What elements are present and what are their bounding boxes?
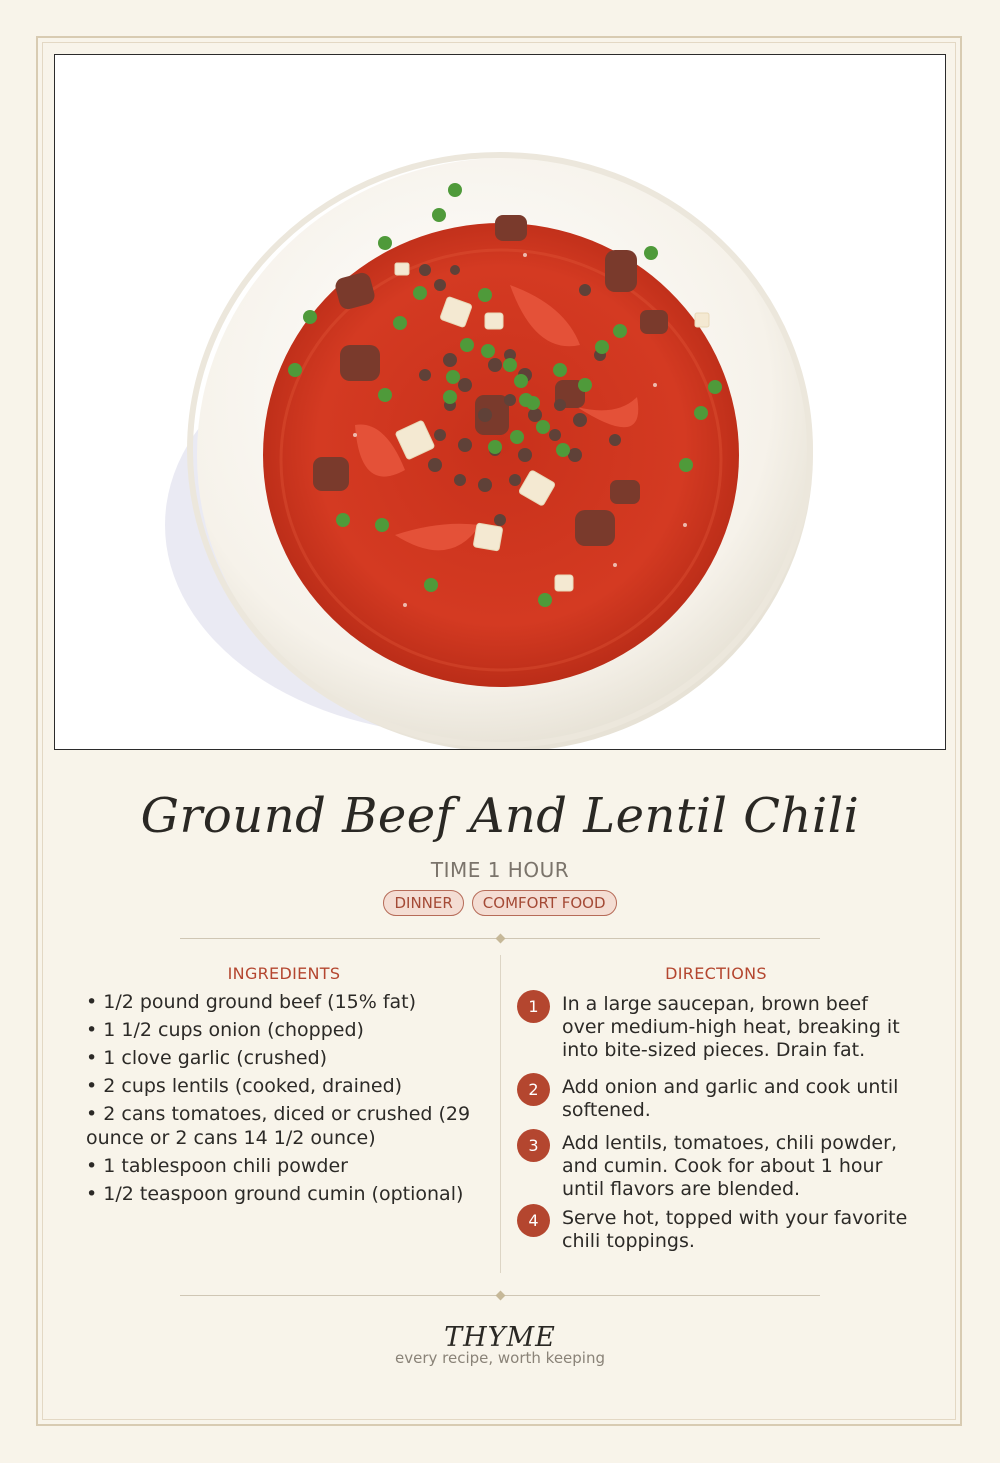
step-number-badge: 2 (517, 1073, 550, 1106)
ingredient-item: • 1/2 teaspoon ground cumin (optional) (86, 1182, 486, 1206)
brand-tagline: every recipe, worth keeping (394, 1349, 605, 1367)
chili-bowl-illustration (55, 55, 946, 750)
step-number-badge: 1 (517, 990, 550, 1023)
step-text: Add lentils, tomatoes, chili powder, and cumin. Cook for about 1 hour until flavors are blended. (562, 1132, 897, 1200)
ingredient-item: • 2 cans tomatoes, diced or crushed (29 ounce or 2 cans 14 1/2 ounce) (86, 1102, 486, 1150)
step-text: Add onion and garlic and cook until softened. (562, 1076, 899, 1121)
ingredients-heading: INGREDIENTS (227, 964, 341, 983)
ingredient-item: • 1 clove garlic (crushed) (86, 1046, 486, 1070)
ingredient-item: • 1 tablespoon chili powder (86, 1154, 486, 1178)
directions-heading: DIRECTIONS (665, 964, 767, 983)
tag-list (0, 890, 1000, 916)
brand-name: THYME (444, 1322, 556, 1353)
tag-dinner: DINNER (383, 890, 463, 916)
step-text: In a large saucepan, brown beef over medium-high heat, breaking it into bite-sized pieces. Drain fat. (562, 993, 900, 1061)
ingredient-item: • 1 1/2 cups onion (chopped) (86, 1018, 486, 1042)
tag-comfort-food: COMFORT FOOD (472, 890, 617, 916)
step-text: Serve hot, topped with your favorite chili toppings. (562, 1207, 908, 1252)
recipe-title: Ground Beef And Lentil Chili (140, 788, 860, 844)
cook-time: TIME 1 HOUR (430, 858, 570, 882)
recipe-photo (54, 54, 946, 750)
ingredients-list (86, 990, 486, 1210)
ingredient-item: • 1/2 pound ground beef (15% fat) (86, 990, 486, 1014)
ingredient-item: • 2 cups lentils (cooked, drained) (86, 1074, 486, 1098)
step-number-badge: 3 (517, 1129, 550, 1162)
column-divider (500, 955, 501, 1273)
step-number-badge: 4 (517, 1204, 550, 1237)
